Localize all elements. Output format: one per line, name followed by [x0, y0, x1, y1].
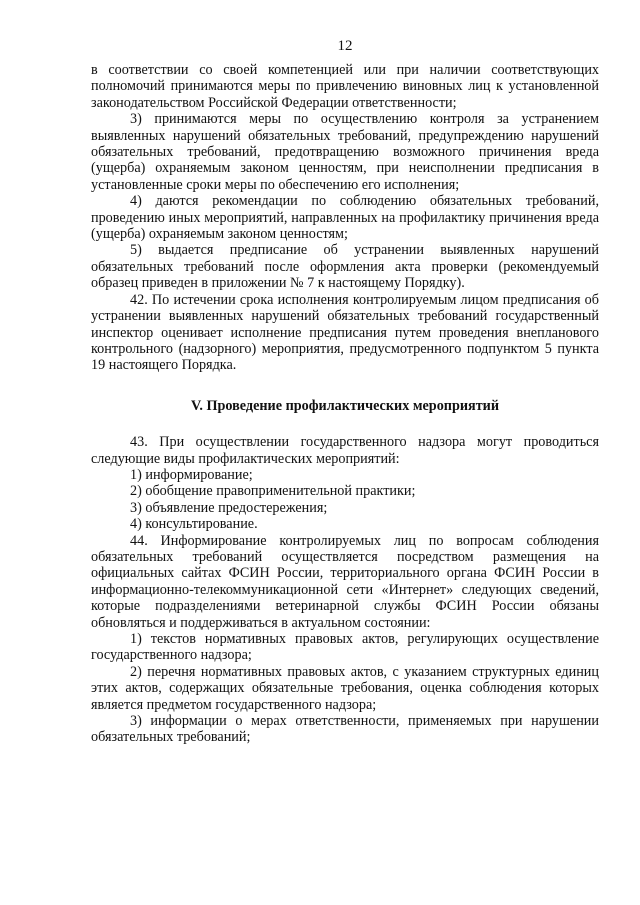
paragraph-42: 42. По истечении срока исполнения контролируемым лицом предписания об устранении выявленных нарушений обязательных требований государственный инспектор оценивает исполнение предписания путем проведения внепланового контрольного (надзорного) мероприятия, предусмотренного подпунктом 5 пункта 19 настоящего Порядка. [91, 291, 599, 374]
section-heading: V. Проведение профилактических мероприятий [190, 397, 500, 414]
paragraph-44-item-3: 3) информации о мерах ответственности, применяемых при нарушении обязательных требований; [91, 713, 599, 746]
paragraph-continuation: в соответствии со своей компетенцией или при наличии соответствующих полномочий принимаются меры по привлечению виновных лиц к установленной законодательством Российской Федерации ответственности; [91, 62, 599, 111]
list-item-consulting: 4) консультирование. [130, 516, 258, 533]
paragraph-44-item-1: 1) текстов нормативных правовых актов, регулирующих осуществление государственного надзора; [91, 631, 599, 664]
paragraph-44-item-2: 2) перечня нормативных правовых актов, с указанием структурных единиц этих актов, содержащих обязательные требования, оценка соблюдения которых является предметом государственного надзора; [91, 663, 599, 713]
paragraph-item-4: 4) даются рекомендации по соблюдению обязательных требований, проведению иных мероприятий, направленных на профилактику причинения вреда (ущерба) охраняемым законом ценностям; [91, 193, 599, 243]
paragraph-item-3: 3) принимаются меры по осуществлению контроля за устранением выявленных нарушений обязательных требований, предупреждению нарушений обязательных требований, предотвращению возможного причинения вреда (ущерба) охраняемым законом ценностям, при неисполнении предписания в установленные сроки меры по обеспечению его исполнения; [91, 111, 599, 193]
paragraph-item-5: 5) выдается предписание об устранении выявленных нарушений обязательных требований после оформления акта проверки (рекомендуемый образец приведен в приложении № 7 к настоящему Порядку). [91, 242, 599, 292]
list-item-informing: 1) информирование; [130, 466, 253, 483]
document-page [91, 36, 599, 746]
list-item-generalization: 2) обобщение правоприменительной практики; [130, 483, 416, 500]
paragraph-44: 44. Информирование контролируемых лиц по вопросам соблюдения обязательных требований осуществляется посредством размещения на официальных сайтах ФСИН России, территориального органа ФСИН России в информационно-телекоммуникационной сети «Интернет» следующих сведений, которые подразделениями ветеринарной службы ФСИН России обязаны обновляться и поддерживаться в актуальном состоянии: [91, 532, 599, 631]
page-number: 12 [337, 38, 353, 54]
list-item-warning: 3) объявление предостережения; [130, 499, 328, 516]
paragraph-43: 43. При осуществлении государственного надзора могут проводиться следующие виды профилактических мероприятий: [91, 434, 599, 467]
